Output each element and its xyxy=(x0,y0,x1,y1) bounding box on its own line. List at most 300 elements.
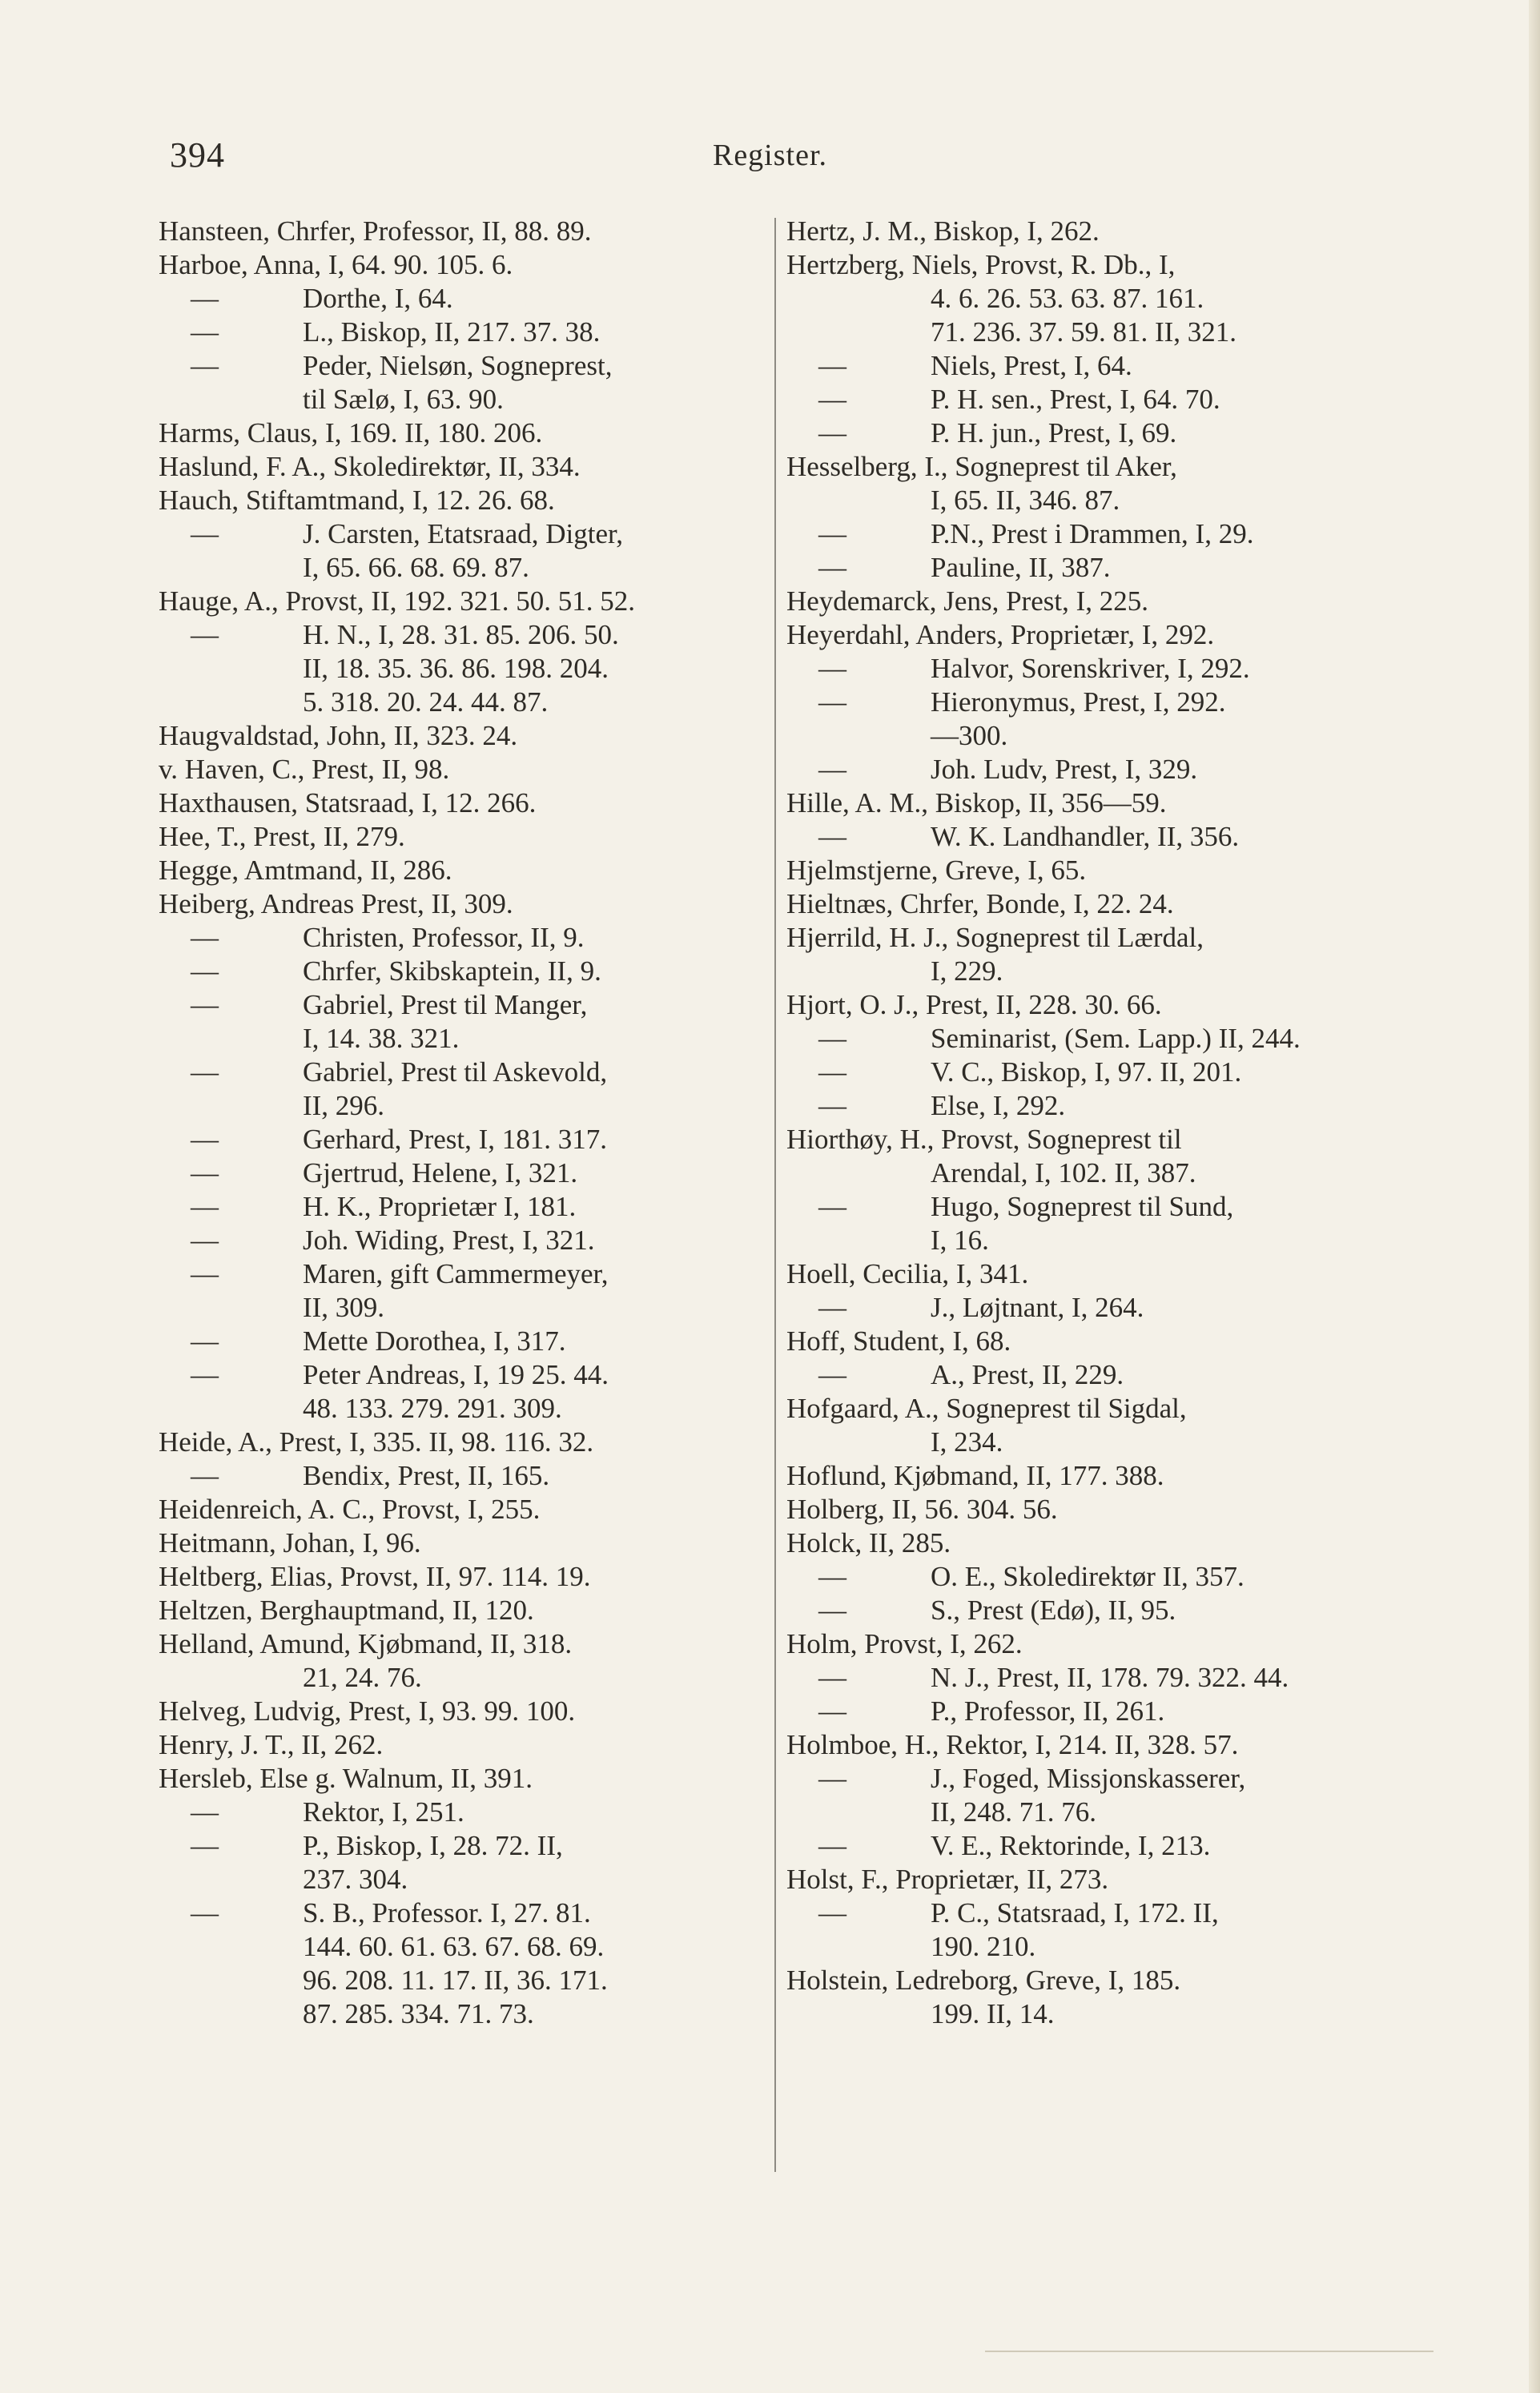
index-entry xyxy=(786,1526,1395,1560)
entry-text: Hesselberg, I., Sogneprest til Aker, xyxy=(786,451,1177,482)
index-subentry xyxy=(159,1056,767,1123)
entry-line xyxy=(159,484,767,517)
entry-text: II, 309. xyxy=(303,1292,385,1323)
entry-text: 71. 236. 37. 59. 81. II, 321. xyxy=(931,316,1237,348)
index-entry xyxy=(786,1257,1395,1291)
entry-text: Hansteen, Chrfer, Professor, II, 88. 89. xyxy=(159,215,592,247)
entry-text: P.N., Prest i Drammen, I, 29. xyxy=(931,518,1254,549)
repeat-dash: — xyxy=(191,989,219,1020)
entry-text: Hauch, Stiftamtmand, I, 12. 26. 68. xyxy=(159,485,555,516)
entry-line xyxy=(786,652,1395,686)
bottom-rule xyxy=(985,2351,1433,2352)
entry-line xyxy=(786,1695,1395,1728)
entry-text: Bendix, Prest, II, 165. xyxy=(303,1460,550,1491)
index-subentry xyxy=(786,1896,1395,1964)
entry-text: L., Biskop, II, 217. 37. 38. xyxy=(303,316,601,348)
entry-line xyxy=(786,1930,1395,1964)
index-subentry xyxy=(159,1190,767,1224)
index-entry xyxy=(159,820,767,854)
index-entry xyxy=(159,1560,767,1594)
index-subentry xyxy=(159,1325,767,1358)
repeat-dash: — xyxy=(818,1292,846,1323)
index-entry xyxy=(786,1964,1395,2031)
entry-text: Joh. Widing, Prest, I, 321. xyxy=(303,1225,595,1256)
entry-line xyxy=(786,921,1395,955)
entry-line xyxy=(159,517,767,551)
repeat-dash: — xyxy=(191,1225,219,1256)
index-subentry xyxy=(786,753,1395,786)
entry-text: Maren, gift Cammermeyer, xyxy=(303,1258,609,1289)
entry-text: 21, 24. 76. xyxy=(303,1662,422,1693)
index-entry xyxy=(159,1493,767,1526)
entry-text: 48. 133. 279. 291. 309. xyxy=(303,1393,562,1424)
entry-text: Rektor, I, 251. xyxy=(303,1796,464,1828)
entry-line xyxy=(786,1257,1395,1291)
entry-line xyxy=(786,1594,1395,1627)
entry-text: Hertz, J. M., Biskop, I, 262. xyxy=(786,215,1100,247)
entry-line xyxy=(786,1997,1395,2031)
entry-line xyxy=(159,1594,767,1627)
running-head: Register. xyxy=(712,139,828,172)
index-subentry xyxy=(786,551,1395,585)
entry-text: Heydemarck, Jens, Prest, I, 225. xyxy=(786,585,1148,617)
entry-line xyxy=(786,585,1395,618)
index-subentry xyxy=(159,1896,767,2031)
entry-line xyxy=(786,1863,1395,1896)
entry-line xyxy=(159,1627,767,1661)
entry-text: Peder, Nielsøn, Sogneprest, xyxy=(303,350,613,381)
entry-line xyxy=(159,1661,767,1695)
repeat-dash: — xyxy=(818,518,846,549)
entry-line xyxy=(159,1930,767,1964)
entry-text: Hugo, Sogneprest til Sund, xyxy=(931,1191,1234,1222)
entry-text: Hegge, Amtmand, II, 286. xyxy=(159,855,452,886)
entry-line xyxy=(786,854,1395,887)
index-subentry xyxy=(786,517,1395,551)
repeat-dash: — xyxy=(191,518,219,549)
repeat-dash: — xyxy=(191,1157,219,1188)
entry-text: 144. 60. 61. 63. 67. 68. 69. xyxy=(303,1931,605,1962)
entry-line xyxy=(786,1358,1395,1392)
entry-line xyxy=(786,1796,1395,1829)
entry-line xyxy=(786,1459,1395,1493)
entry-text: J. Carsten, Etatsraad, Digter, xyxy=(303,518,624,549)
entry-line xyxy=(786,1190,1395,1224)
entry-line xyxy=(786,416,1395,450)
entry-text: Hersleb, Else g. Walnum, II, 391. xyxy=(159,1763,533,1794)
entry-text: I, 234. xyxy=(931,1426,1003,1458)
entry-text: Hoflund, Kjøbmand, II, 177. 388. xyxy=(786,1460,1164,1491)
entry-line xyxy=(159,282,767,316)
entry-text: H. K., Proprietær I, 181. xyxy=(303,1191,577,1222)
index-subentry xyxy=(159,316,767,349)
entry-text: Helveg, Ludvig, Prest, I, 93. 99. 100. xyxy=(159,1695,576,1727)
index-subentry xyxy=(786,416,1395,450)
repeat-dash: — xyxy=(191,316,219,348)
entry-text: J., Løjtnant, I, 264. xyxy=(931,1292,1144,1323)
entry-text: Heyerdahl, Anders, Proprietær, I, 292. xyxy=(786,619,1215,650)
repeat-dash: — xyxy=(191,1056,219,1088)
repeat-dash: — xyxy=(191,1830,219,1861)
left-column xyxy=(159,215,767,2031)
index-subentry xyxy=(159,1459,767,1493)
entry-line xyxy=(159,820,767,854)
index-entry xyxy=(159,1526,767,1560)
entry-text: I, 65. II, 346. 87. xyxy=(931,485,1120,516)
entry-line xyxy=(786,1325,1395,1358)
entry-line xyxy=(786,1123,1395,1156)
entry-text: N. J., Prest, II, 178. 79. 322. 44. xyxy=(931,1662,1289,1693)
entry-text: Hiorthøy, H., Provst, Sogneprest til xyxy=(786,1124,1182,1155)
index-entry xyxy=(159,887,767,921)
index-subentry xyxy=(786,349,1395,383)
entry-text: Heidenreich, A. C., Provst, I, 255. xyxy=(159,1494,541,1525)
entry-text: I, 16. xyxy=(931,1225,989,1256)
entry-text: S., Prest (Edø), II, 95. xyxy=(931,1595,1176,1626)
entry-line xyxy=(786,1728,1395,1762)
index-subentry xyxy=(159,1156,767,1190)
repeat-dash: — xyxy=(818,686,846,718)
entry-text: Else, I, 292. xyxy=(931,1090,1066,1121)
entry-line xyxy=(159,1796,767,1829)
entry-line xyxy=(159,1762,767,1796)
repeat-dash: — xyxy=(818,1090,846,1121)
index-entry xyxy=(786,248,1395,349)
entry-text: Hjort, O. J., Prest, II, 228. 30. 66. xyxy=(786,989,1162,1020)
entry-line xyxy=(786,1896,1395,1930)
entry-text: W. K. Landhandler, II, 356. xyxy=(931,821,1240,852)
entry-line xyxy=(159,316,767,349)
entry-line xyxy=(786,282,1395,316)
entry-line xyxy=(159,1695,767,1728)
index-subentry xyxy=(159,1796,767,1829)
entry-text: Heltberg, Elias, Provst, II, 97. 114. 19. xyxy=(159,1561,591,1592)
entry-text: P., Professor, II, 261. xyxy=(931,1695,1165,1727)
entry-text: Holck, II, 285. xyxy=(786,1527,951,1558)
index-entry xyxy=(786,921,1395,988)
repeat-dash: — xyxy=(191,1796,219,1828)
repeat-dash: — xyxy=(818,1897,846,1928)
entry-line xyxy=(159,1964,767,1997)
repeat-dash: — xyxy=(818,1023,846,1054)
repeat-dash: — xyxy=(818,417,846,448)
entry-text: Hoell, Cecilia, I, 341. xyxy=(786,1258,1029,1289)
entry-text: A., Prest, II, 229. xyxy=(931,1359,1124,1390)
entry-text: 190. 210. xyxy=(931,1931,1036,1962)
entry-line xyxy=(159,652,767,686)
entry-line xyxy=(159,988,767,1022)
entry-text: P. C., Statsraad, I, 172. II, xyxy=(931,1897,1219,1928)
repeat-dash: — xyxy=(191,922,219,953)
entry-line xyxy=(159,1190,767,1224)
entry-text: Haugvaldstad, John, II, 323. 24. xyxy=(159,720,518,751)
entry-line xyxy=(786,316,1395,349)
index-subentry xyxy=(159,1358,767,1426)
index-subentry xyxy=(786,1560,1395,1594)
entry-text: 4. 6. 26. 53. 63. 87. 161. xyxy=(931,283,1204,314)
entry-text: P., Biskop, I, 28. 72. II, xyxy=(303,1830,563,1861)
index-entry xyxy=(786,1728,1395,1762)
entry-text: I, 14. 38. 321. xyxy=(303,1023,460,1054)
column-divider xyxy=(774,218,776,2172)
entry-text: Gabriel, Prest til Askevold, xyxy=(303,1056,608,1088)
entry-line xyxy=(786,1829,1395,1863)
entry-line xyxy=(159,551,767,585)
index-subentry xyxy=(786,1594,1395,1627)
repeat-dash: — xyxy=(191,619,219,650)
entry-text: 87. 285. 334. 71. 73. xyxy=(303,1998,534,2029)
entry-line xyxy=(159,248,767,282)
index-subentry xyxy=(159,1257,767,1325)
page-number: 394 xyxy=(170,135,225,175)
index-entry xyxy=(159,585,767,618)
index-entry xyxy=(786,585,1395,618)
repeat-dash: — xyxy=(191,1191,219,1222)
entry-text: H. N., I, 28. 31. 85. 206. 50. xyxy=(303,619,619,650)
entry-text: Heltzen, Berghauptmand, II, 120. xyxy=(159,1595,534,1626)
entry-text: Arendal, I, 102. II, 387. xyxy=(931,1157,1196,1188)
index-subentry xyxy=(786,1661,1395,1695)
repeat-dash: — xyxy=(191,1897,219,1928)
entry-line xyxy=(786,719,1395,753)
repeat-dash: — xyxy=(818,1359,846,1390)
entry-text: Gabriel, Prest til Manger, xyxy=(303,989,588,1020)
index-subentry xyxy=(786,1695,1395,1728)
entry-text: Niels, Prest, I, 64. xyxy=(931,350,1132,381)
entry-text: 237. 304. xyxy=(303,1864,408,1895)
index-entry xyxy=(159,1695,767,1728)
entry-text: Gjertrud, Helene, I, 321. xyxy=(303,1157,578,1188)
index-subentry xyxy=(159,988,767,1056)
index-entry xyxy=(786,450,1395,517)
index-entry xyxy=(786,1863,1395,1896)
index-entry xyxy=(786,786,1395,820)
entry-line xyxy=(159,1123,767,1156)
index-subentry xyxy=(159,618,767,719)
entry-line xyxy=(786,753,1395,786)
entry-text: Peter Andreas, I, 19 25. 44. xyxy=(303,1359,609,1390)
entry-text: Chrfer, Skibskaptein, II, 9. xyxy=(303,955,601,987)
index-entry xyxy=(786,1459,1395,1493)
entry-text: Heide, A., Prest, I, 335. II, 98. 116. 32. xyxy=(159,1426,594,1458)
entry-text: Holberg, II, 56. 304. 56. xyxy=(786,1494,1058,1525)
entry-line xyxy=(159,786,767,820)
entry-text: Holm, Provst, I, 262. xyxy=(786,1628,1023,1659)
entry-line xyxy=(159,1089,767,1123)
index-subentry xyxy=(159,921,767,955)
index-subentry xyxy=(786,1762,1395,1829)
entry-line xyxy=(786,1627,1395,1661)
entry-line xyxy=(786,450,1395,484)
entry-text: Holmboe, H., Rektor, I, 214. II, 328. 57. xyxy=(786,1729,1239,1760)
entry-line xyxy=(786,1089,1395,1123)
entry-text: II, 248. 71. 76. xyxy=(931,1796,1097,1828)
entry-line xyxy=(159,1257,767,1291)
entry-text: Christen, Professor, II, 9. xyxy=(303,922,585,953)
entry-text: Hoff, Student, I, 68. xyxy=(786,1325,1011,1357)
index-subentry xyxy=(786,383,1395,416)
index-entry xyxy=(786,988,1395,1022)
entry-text: P. H. sen., Prest, I, 64. 70. xyxy=(931,384,1220,415)
entry-text: til Sælø, I, 63. 90. xyxy=(303,384,504,415)
entry-text: Seminarist, (Sem. Lapp.) II, 244. xyxy=(931,1023,1301,1054)
entry-text: Hauge, A., Provst, II, 192. 321. 50. 51. 52. xyxy=(159,585,635,617)
entry-line xyxy=(786,1560,1395,1594)
entry-line xyxy=(159,349,767,383)
repeat-dash: — xyxy=(818,1561,846,1592)
repeat-dash: — xyxy=(818,1830,846,1861)
repeat-dash: — xyxy=(191,1460,219,1491)
index-entry xyxy=(786,1392,1395,1459)
index-entry xyxy=(786,1627,1395,1661)
entry-line xyxy=(786,820,1395,854)
index-entry xyxy=(786,887,1395,921)
entry-line xyxy=(159,215,767,248)
index-entry xyxy=(159,1627,767,1695)
repeat-dash: — xyxy=(818,653,846,684)
index-entry xyxy=(786,854,1395,887)
entry-line xyxy=(786,551,1395,585)
index-subentry xyxy=(786,820,1395,854)
entry-text: J., Foged, Missjonskasserer, xyxy=(931,1763,1246,1794)
entry-line xyxy=(786,383,1395,416)
repeat-dash: — xyxy=(818,1695,846,1727)
entry-text: Henry, J. T., II, 262. xyxy=(159,1729,384,1760)
entry-line xyxy=(159,1728,767,1762)
index-entry xyxy=(159,416,767,450)
entry-text: I, 65. 66. 68. 69. 87. xyxy=(303,552,529,583)
entry-text: Hofgaard, A., Sogneprest til Sigdal, xyxy=(786,1393,1187,1424)
index-entry xyxy=(159,248,767,282)
entry-line xyxy=(786,1056,1395,1089)
index-entry xyxy=(159,215,767,248)
index-entry xyxy=(786,1325,1395,1358)
repeat-dash: — xyxy=(191,955,219,987)
entry-line xyxy=(159,1325,767,1358)
repeat-dash: — xyxy=(818,350,846,381)
index-subentry xyxy=(786,1358,1395,1392)
entry-line xyxy=(786,484,1395,517)
repeat-dash: — xyxy=(191,1124,219,1155)
index-entry xyxy=(786,1493,1395,1526)
entry-line xyxy=(159,719,767,753)
index-subentry xyxy=(786,1190,1395,1257)
index-entry xyxy=(786,1123,1395,1190)
entry-text: I, 229. xyxy=(931,955,1003,987)
entry-line xyxy=(786,1022,1395,1056)
entry-line xyxy=(786,786,1395,820)
index-subentry xyxy=(786,686,1395,753)
index-subentry xyxy=(786,1291,1395,1325)
page-edge xyxy=(1529,0,1540,2393)
entry-text: Harms, Claus, I, 169. II, 180. 206. xyxy=(159,417,543,448)
entry-line xyxy=(786,618,1395,652)
entry-line xyxy=(159,1459,767,1493)
index-subentry xyxy=(159,517,767,585)
entry-text: Haxthausen, Statsraad, I, 12. 266. xyxy=(159,787,537,818)
entry-line xyxy=(159,1392,767,1426)
entry-text: Holst, F., Proprietær, II, 273. xyxy=(786,1864,1109,1895)
entry-text: v. Haven, C., Prest, II, 98. xyxy=(159,754,450,785)
entry-line xyxy=(159,854,767,887)
entry-line xyxy=(159,753,767,786)
entry-line xyxy=(159,686,767,719)
entry-text: —300. xyxy=(931,720,1008,751)
right-column xyxy=(786,215,1395,2031)
entry-line xyxy=(159,1022,767,1056)
entry-line xyxy=(786,955,1395,988)
index-subentry xyxy=(159,955,767,988)
entry-line xyxy=(786,988,1395,1022)
entry-text: Hee, T., Prest, II, 279. xyxy=(159,821,405,852)
entry-line xyxy=(786,1493,1395,1526)
entry-text: Holstein, Ledreborg, Greve, I, 185. xyxy=(786,1965,1181,1996)
entry-line xyxy=(786,887,1395,921)
repeat-dash: — xyxy=(818,1763,846,1794)
entry-line xyxy=(786,1526,1395,1560)
entry-line xyxy=(159,383,767,416)
entry-text: Hjelmstjerne, Greve, I, 65. xyxy=(786,855,1087,886)
index-subentry xyxy=(159,282,767,316)
entry-text: Hille, A. M., Biskop, II, 356—59. xyxy=(786,787,1167,818)
entry-text: S. B., Professor. I, 27. 81. xyxy=(303,1897,591,1928)
index-entry xyxy=(159,854,767,887)
index-entry xyxy=(159,1762,767,1796)
entry-line xyxy=(159,585,767,618)
repeat-dash: — xyxy=(818,821,846,852)
entry-line xyxy=(786,248,1395,282)
index-subentry xyxy=(159,1829,767,1896)
entry-text: Gerhard, Prest, I, 181. 317. xyxy=(303,1124,608,1155)
index-entry xyxy=(159,719,767,753)
entry-line xyxy=(159,921,767,955)
entry-line xyxy=(159,1224,767,1257)
index-subentry xyxy=(786,1022,1395,1056)
entry-line xyxy=(159,1863,767,1896)
entry-text: Hieltnæs, Chrfer, Bonde, I, 22. 24. xyxy=(786,888,1174,919)
index-subentry xyxy=(786,1089,1395,1123)
entry-text: II, 18. 35. 36. 86. 198. 204. xyxy=(303,653,609,684)
entry-text: V. E., Rektorinde, I, 213. xyxy=(931,1830,1211,1861)
entry-line xyxy=(159,887,767,921)
repeat-dash: — xyxy=(818,384,846,415)
entry-line xyxy=(159,1526,767,1560)
entry-line xyxy=(786,1762,1395,1796)
entry-line xyxy=(786,1224,1395,1257)
entry-text: Hertzberg, Niels, Provst, R. Db., I, xyxy=(786,249,1176,280)
entry-line xyxy=(786,1156,1395,1190)
index-subentry xyxy=(786,1829,1395,1863)
repeat-dash: — xyxy=(818,552,846,583)
entry-line xyxy=(159,1896,767,1930)
entry-text: Heitmann, Johan, I, 96. xyxy=(159,1527,421,1558)
repeat-dash: — xyxy=(818,1056,846,1088)
index-entry xyxy=(786,618,1395,652)
repeat-dash: — xyxy=(818,1191,846,1222)
entry-text: 199. II, 14. xyxy=(931,1998,1055,2029)
index-subentry xyxy=(159,1224,767,1257)
entry-line xyxy=(786,1426,1395,1459)
repeat-dash: — xyxy=(818,754,846,785)
entry-text: Dorthe, I, 64. xyxy=(303,283,453,314)
index-entry xyxy=(159,450,767,484)
entry-line xyxy=(159,1829,767,1863)
entry-line xyxy=(159,450,767,484)
entry-line xyxy=(159,1997,767,2031)
entry-text: Mette Dorothea, I, 317. xyxy=(303,1325,566,1357)
entry-text: II, 296. xyxy=(303,1090,385,1121)
entry-line xyxy=(786,1291,1395,1325)
